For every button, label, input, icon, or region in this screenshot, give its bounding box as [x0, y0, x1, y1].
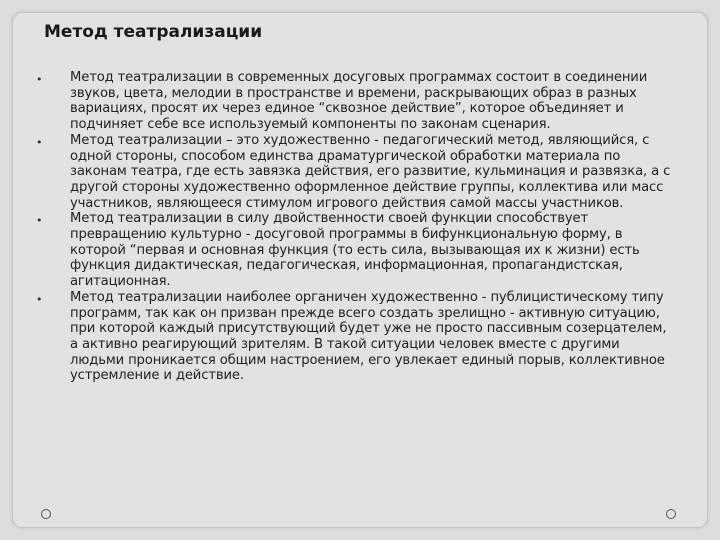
bullet-text: Метод театрализации – это художественно - педагогический метод, являющийся, с одной стороны, способом единства драматургической обработки материала по законам театра, где есть завязка действия, его развитие, кульминация и развязка, а с другой стороны художественно оформленное действие группы, коллектива или масс участников, являющееся стимулом игрового действия самой массы участников. — [70, 132, 671, 211]
decorative-circle-left-icon — [41, 509, 51, 519]
slide-title: Метод театрализации — [44, 22, 263, 42]
bullet-marker: • — [36, 292, 43, 306]
bullet-item — [36, 290, 676, 384]
bullet-marker: • — [36, 135, 43, 149]
bullet-list — [36, 70, 676, 384]
bullet-text: Метод театрализации наиболее органичен художественно - публицистическому типу программ, так как он призван прежде всего создать зрелищно - активную ситуацию, при которой каждый присутствующий будет уже не просто пассивным созерцателем, а активно реагирующий зрителям. В такой ситуации человек вместе с другими людьми проникается общим настроением, его увлекает единый порыв, коллективное устремление и действие. — [70, 289, 667, 384]
decorative-circle-right-icon — [666, 509, 676, 519]
bullet-text: Метод театрализации в современных досуговых программах состоит в соединении звуков, цвета, мелодии в пространстве и времени, раскрывающих образ в разных вариациях, просят их через единое “сквозное действие”, которое объединяет и подчиняет себе все используемый компоненты по законам сценария. — [70, 70, 648, 133]
bullet-marker: • — [36, 73, 43, 86]
bullet-item — [36, 133, 676, 212]
bullet-item — [36, 70, 676, 133]
bullet-item — [36, 211, 676, 290]
bullet-marker: • — [36, 214, 43, 228]
bullet-text: Метод театрализации в силу двойственности своей функции способствует превращению культурно - досуговой программы в бифункциональную форму, в которой “первая и основная функция (то есть сила, вызывающая их к жизни) есть функция дидактическая, педагогическая, информационная, пропагандистская, агитационная. — [70, 211, 640, 290]
